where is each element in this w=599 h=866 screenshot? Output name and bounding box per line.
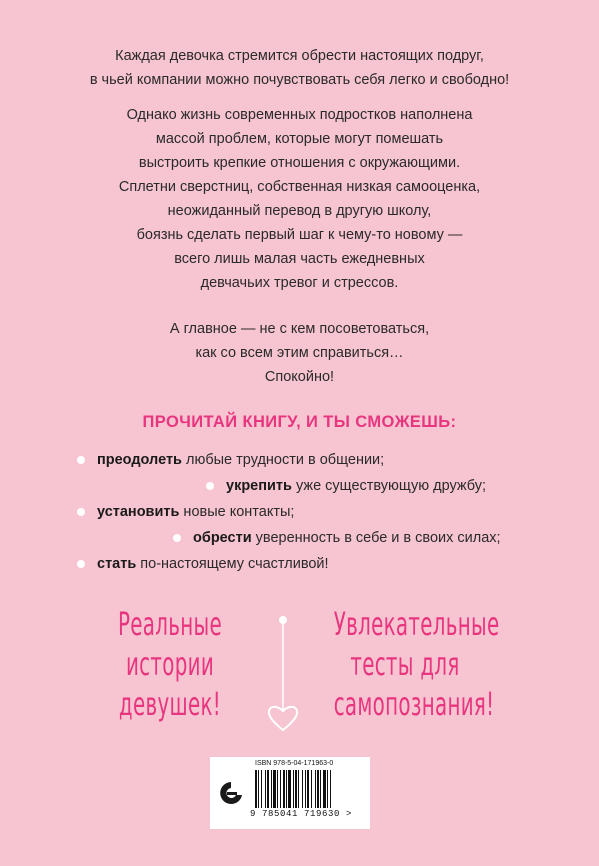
callout-right-line: тесты для (350, 645, 460, 683)
barcode-bar (267, 770, 269, 808)
problems-paragraph (0, 103, 599, 295)
benefit-text: уверенность в себе и в своих силах; (251, 530, 501, 546)
callout-right (333, 604, 500, 724)
benefit-verb: обрести (193, 530, 252, 546)
barcode-bar (307, 770, 309, 808)
barcode-bar (311, 770, 312, 808)
barcode-bar (323, 770, 326, 808)
benefit-item (97, 554, 329, 574)
isbn-label: ISBN 978-5-04-171963-0 (255, 760, 334, 767)
barcode-number: 9 785041 719630 > (250, 809, 353, 819)
callout-left (102, 604, 238, 724)
barcode-bar (271, 770, 272, 808)
benefit-text: новые контакты; (179, 504, 295, 520)
barcode-bar (330, 770, 331, 808)
barcode-bar (258, 770, 259, 808)
benefit-verb: укрепить (226, 478, 292, 494)
barcode-bar (315, 770, 316, 808)
benefit-text: уже существующую дружбу; (291, 478, 487, 494)
callout-left-line: девушек! (118, 685, 222, 723)
benefit-verb: стать (97, 556, 137, 572)
intro-paragraph (0, 44, 599, 92)
problems-line: массой проблем, которые могут помешать (155, 131, 444, 147)
problems-line: девчачьих тревог и стрессов. (200, 275, 399, 291)
barcode-bar (277, 770, 278, 808)
callout-left-line: истории (125, 645, 215, 683)
main-point-line: как со всем этим справиться… (195, 345, 404, 361)
problems-line: Однако жизнь современных подростков наполнена (126, 107, 473, 123)
barcode-bar (302, 770, 303, 808)
barcode-bar (283, 770, 285, 808)
main-point-line: А главное — не с кем посоветоваться, (169, 321, 430, 337)
benefit-text: по-настоящему счастливой! (136, 556, 329, 572)
benefit-verb: установить (97, 504, 180, 520)
main-point-paragraph (0, 317, 599, 389)
bullet-dot-icon (77, 456, 85, 464)
benefit-text: любые трудности в общении; (181, 452, 385, 468)
problems-line: неожиданный перевод в другую школу, (167, 203, 432, 219)
problems-line: боязнь сделать первый шаг к чему-то новому — (136, 227, 463, 243)
problems-line: всего лишь малая часть ежедневных (174, 251, 425, 267)
problems-line: выстроить крепкие отношения с окружающими. (138, 155, 461, 171)
barcode-bar (305, 770, 306, 808)
bullet-dot-icon (77, 508, 85, 516)
benefits-heading: ПРОЧИТАЙ КНИГУ, И ТЫ СМОЖЕШЬ: (142, 413, 457, 431)
benefit-verb: преодолеть (97, 452, 182, 468)
benefit-item (97, 502, 294, 522)
barcode-bar (327, 770, 328, 808)
callout-right-line: Увлекательные (333, 605, 500, 643)
main-point-line: Спокойно! (264, 369, 335, 385)
barcode-bar (295, 770, 297, 808)
bullet-dot-icon (77, 560, 85, 568)
eksmo-logo-icon (215, 777, 247, 809)
bullet-dot-icon (206, 482, 214, 490)
intro-line: Каждая девочка стремится обрести настоящих подруг, (115, 48, 484, 64)
problems-line: Сплетни сверстниц, собственная низкая самооценка, (118, 179, 481, 195)
callout-right-line: самопознания! (333, 685, 495, 723)
barcode-bar (273, 770, 276, 808)
barcode-bar (286, 770, 287, 808)
barcode-bar (288, 770, 291, 808)
benefit-item (226, 476, 486, 496)
barcode-bar (320, 770, 321, 808)
bullet-dot-icon (173, 534, 181, 542)
barcode-bar (261, 770, 262, 808)
intro-line: в чьей компании можно почувствовать себя легко и свободно! (89, 72, 510, 88)
barcode-bar (265, 770, 266, 808)
barcode-bar (255, 770, 257, 808)
benefit-item (193, 528, 501, 548)
barcode-bar (317, 770, 319, 808)
barcode-bar (293, 770, 294, 808)
heart-divider-icon (265, 612, 301, 734)
callout-left-line: Реальные (117, 605, 223, 643)
benefit-item (97, 450, 384, 470)
barcode (255, 770, 365, 810)
barcode-bar (298, 770, 299, 808)
barcode-bar (280, 770, 281, 808)
